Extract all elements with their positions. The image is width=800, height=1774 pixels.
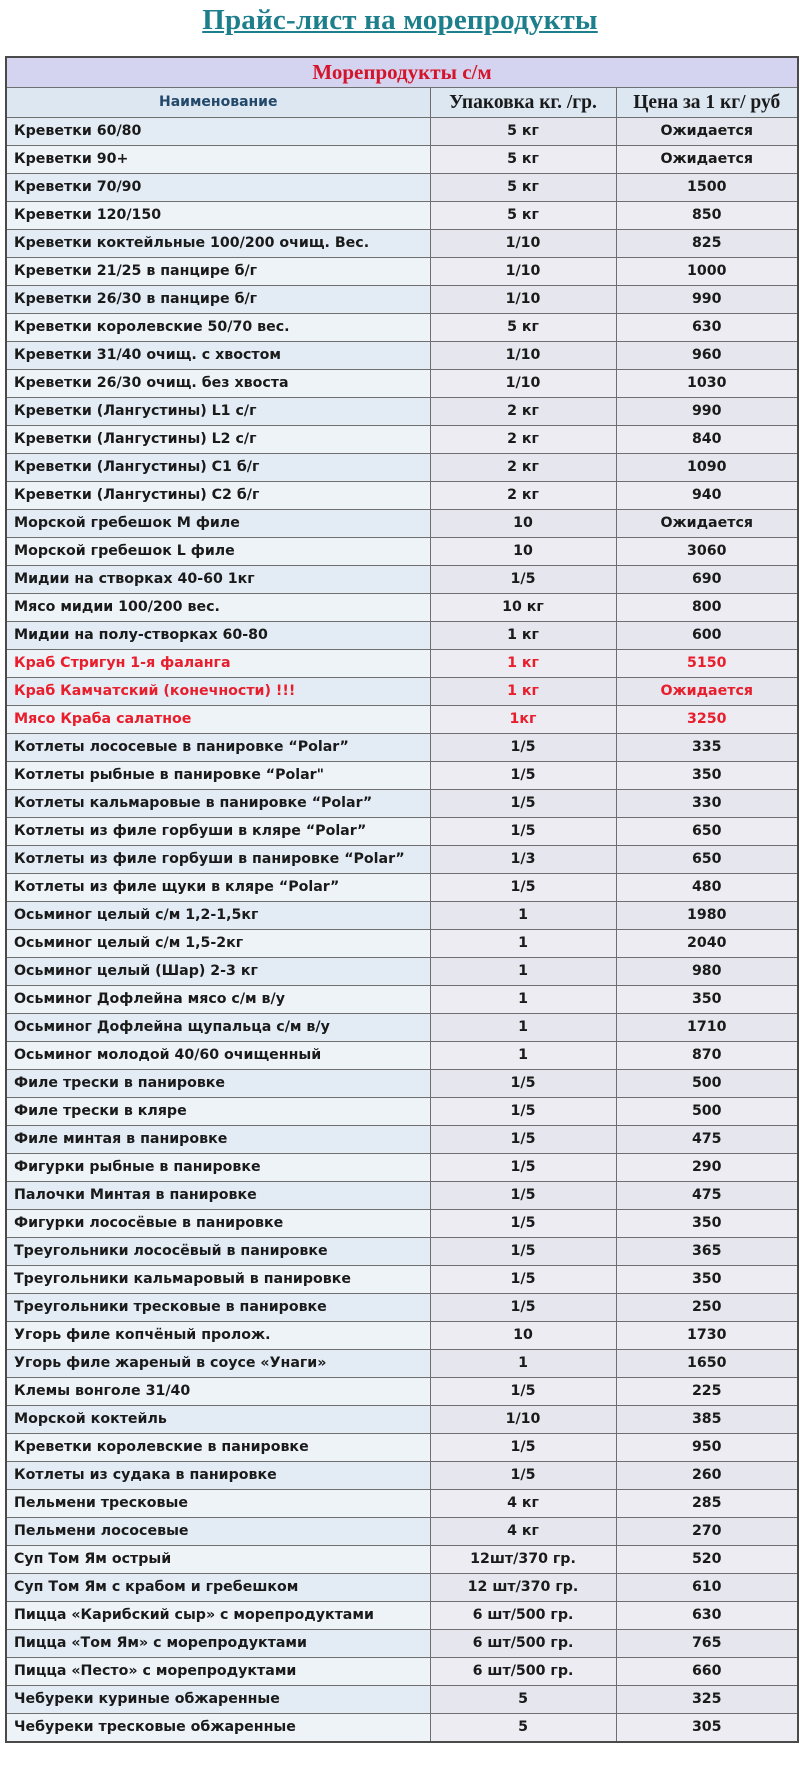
column-header-name: Наименование (6, 88, 430, 118)
price-cell: 650 (616, 818, 798, 846)
table-row (6, 650, 798, 678)
product-name-cell: Пицца «Песто» с морепродуктами (6, 1658, 430, 1686)
price-cell: 1030 (616, 370, 798, 398)
price-cell: 1730 (616, 1322, 798, 1350)
price-cell: 365 (616, 1238, 798, 1266)
price-cell: 660 (616, 1658, 798, 1686)
price-cell: 3250 (616, 706, 798, 734)
package-cell: 1/5 (430, 874, 616, 902)
price-cell: 350 (616, 1210, 798, 1238)
price-cell: 250 (616, 1294, 798, 1322)
table-row (6, 202, 798, 230)
package-cell: 1/10 (430, 286, 616, 314)
table-row (6, 1462, 798, 1490)
price-cell: 285 (616, 1490, 798, 1518)
package-cell: 1/5 (430, 1098, 616, 1126)
product-name-cell: Фигурки рыбные в панировке (6, 1154, 430, 1182)
product-name-cell: Чебуреки куриные обжаренные (6, 1686, 430, 1714)
package-cell: 5 кг (430, 118, 616, 146)
price-cell: 330 (616, 790, 798, 818)
price-cell: 940 (616, 482, 798, 510)
table-row (6, 1406, 798, 1434)
product-name-cell: Креветки 90+ (6, 146, 430, 174)
price-cell: 600 (616, 622, 798, 650)
price-cell: 1500 (616, 174, 798, 202)
table-row (6, 734, 798, 762)
package-cell: 1/5 (430, 762, 616, 790)
price-cell: 800 (616, 594, 798, 622)
table-row (6, 622, 798, 650)
package-cell: 1 (430, 902, 616, 930)
price-cell: 870 (616, 1042, 798, 1070)
table-row (6, 1322, 798, 1350)
table-row (6, 1518, 798, 1546)
price-cell: 1000 (616, 258, 798, 286)
table-row (6, 1182, 798, 1210)
price-cell: 980 (616, 958, 798, 986)
table-row (6, 1714, 798, 1743)
product-name-cell: Угорь филе жареный в соусе «Унаги» (6, 1350, 430, 1378)
price-cell: 1650 (616, 1350, 798, 1378)
product-name-cell: Чебуреки тресковые обжаренные (6, 1714, 430, 1743)
product-name-cell: Котлеты из судака в панировке (6, 1462, 430, 1490)
package-cell: 5 кг (430, 202, 616, 230)
product-name-cell: Котлеты лососевые в панировке “Polar” (6, 734, 430, 762)
product-name-cell: Креветки королевские 50/70 вес. (6, 314, 430, 342)
product-name-cell: Котлеты из филе горбуши в панировке “Polar” (6, 846, 430, 874)
table-row (6, 566, 798, 594)
table-row (6, 846, 798, 874)
price-table (5, 56, 799, 1743)
package-cell: 5 кг (430, 174, 616, 202)
table-row (6, 594, 798, 622)
price-cell: 610 (616, 1574, 798, 1602)
package-cell: 1/5 (430, 1126, 616, 1154)
price-cell: 480 (616, 874, 798, 902)
product-name-cell: Осьминог целый с/м 1,5-2кг (6, 930, 430, 958)
table-row (6, 1602, 798, 1630)
table-row (6, 314, 798, 342)
price-table-body (6, 118, 798, 1743)
package-cell: 1/10 (430, 342, 616, 370)
page-title: Прайс-лист на морепродукты (202, 4, 598, 36)
package-cell: 6 шт/500 гр. (430, 1602, 616, 1630)
price-cell: 5150 (616, 650, 798, 678)
package-cell: 2 кг (430, 426, 616, 454)
price-cell: 500 (616, 1098, 798, 1126)
package-cell: 1/5 (430, 1070, 616, 1098)
package-cell: 4 кг (430, 1518, 616, 1546)
product-name-cell: Морской гребешок L филе (6, 538, 430, 566)
package-cell: 1 (430, 1014, 616, 1042)
package-cell: 10 (430, 538, 616, 566)
column-header-pack: Упаковка кг. /гр. (430, 88, 616, 118)
product-name-cell: Пельмени тресковые (6, 1490, 430, 1518)
price-cell: 990 (616, 286, 798, 314)
package-cell: 1/5 (430, 1182, 616, 1210)
product-name-cell: Осьминог целый (Шар) 2-3 кг (6, 958, 430, 986)
price-cell: 270 (616, 1518, 798, 1546)
product-name-cell: Креветки коктейльные 100/200 очищ. Вес. (6, 230, 430, 258)
package-cell: 5 (430, 1714, 616, 1743)
package-cell: 10 (430, 1322, 616, 1350)
table-row (6, 1490, 798, 1518)
price-cell: 325 (616, 1686, 798, 1714)
price-cell: 290 (616, 1154, 798, 1182)
package-cell: 1/10 (430, 258, 616, 286)
table-row (6, 258, 798, 286)
package-cell: 1/3 (430, 846, 616, 874)
price-cell: 260 (616, 1462, 798, 1490)
product-name-cell: Креветки 26/30 очищ. без хвоста (6, 370, 430, 398)
price-cell: 350 (616, 1266, 798, 1294)
package-cell: 10 кг (430, 594, 616, 622)
product-name-cell: Осьминог Дофлейна щупальца с/м в/у (6, 1014, 430, 1042)
price-cell: 350 (616, 986, 798, 1014)
table-row (6, 454, 798, 482)
product-name-cell: Мидии на полу-створках 60-80 (6, 622, 430, 650)
price-cell: 1980 (616, 902, 798, 930)
table-row (6, 230, 798, 258)
package-cell: 1/5 (430, 1378, 616, 1406)
product-name-cell: Креветки (Лангустины) L1 с/г (6, 398, 430, 426)
price-cell: 225 (616, 1378, 798, 1406)
table-row (6, 1434, 798, 1462)
table-row (6, 1014, 798, 1042)
product-name-cell: Краб Камчатский (конечности) !!! (6, 678, 430, 706)
price-cell: 630 (616, 314, 798, 342)
price-cell: 475 (616, 1126, 798, 1154)
price-cell: 825 (616, 230, 798, 258)
package-cell: 1/5 (430, 566, 616, 594)
product-name-cell: Клемы вонголе 31/40 (6, 1378, 430, 1406)
product-name-cell: Осьминог молодой 40/60 очищенный (6, 1042, 430, 1070)
package-cell: 12 шт/370 гр. (430, 1574, 616, 1602)
product-name-cell: Котлеты из филе щуки в кляре “Polar” (6, 874, 430, 902)
product-name-cell: Мясо Краба салатное (6, 706, 430, 734)
table-row (6, 874, 798, 902)
table-row (6, 538, 798, 566)
package-cell: 1/10 (430, 230, 616, 258)
column-header-row (6, 88, 798, 118)
price-cell: Ожидается (616, 678, 798, 706)
table-row (6, 930, 798, 958)
price-cell: 960 (616, 342, 798, 370)
price-cell: 990 (616, 398, 798, 426)
package-cell: 1/5 (430, 1238, 616, 1266)
table-row (6, 1238, 798, 1266)
table-row (6, 286, 798, 314)
table-row (6, 1098, 798, 1126)
price-cell: 350 (616, 762, 798, 790)
price-table-container (5, 56, 797, 1743)
package-cell: 1/5 (430, 1210, 616, 1238)
price-cell: 385 (616, 1406, 798, 1434)
package-cell: 1/5 (430, 1266, 616, 1294)
package-cell: 1/5 (430, 818, 616, 846)
table-row (6, 1154, 798, 1182)
table-row (6, 678, 798, 706)
table-row (6, 1658, 798, 1686)
package-cell: 1/5 (430, 790, 616, 818)
product-name-cell: Креветки королевские в панировке (6, 1434, 430, 1462)
product-name-cell: Треугольники кальмаровый в панировке (6, 1266, 430, 1294)
package-cell: 1 кг (430, 622, 616, 650)
price-cell: 950 (616, 1434, 798, 1462)
table-row (6, 1070, 798, 1098)
section-header-row (6, 57, 798, 88)
product-name-cell: Филе трески в кляре (6, 1098, 430, 1126)
product-name-cell: Осьминог Дофлейна мясо с/м в/у (6, 986, 430, 1014)
table-row (6, 706, 798, 734)
product-name-cell: Креветки 70/90 (6, 174, 430, 202)
table-row (6, 510, 798, 538)
table-row (6, 1266, 798, 1294)
table-row (6, 790, 798, 818)
table-row (6, 398, 798, 426)
price-cell: 2040 (616, 930, 798, 958)
package-cell: 5 (430, 1686, 616, 1714)
price-cell: Ожидается (616, 118, 798, 146)
package-cell: 1 (430, 986, 616, 1014)
package-cell: 10 (430, 510, 616, 538)
product-name-cell: Пельмени лососевые (6, 1518, 430, 1546)
price-cell: 500 (616, 1070, 798, 1098)
table-row (6, 1042, 798, 1070)
product-name-cell: Пицца «Том Ям» с морепродуктами (6, 1630, 430, 1658)
product-name-cell: Суп Том Ям с крабом и гребешком (6, 1574, 430, 1602)
column-header-price: Цена за 1 кг/ руб (616, 88, 798, 118)
package-cell: 1/5 (430, 1154, 616, 1182)
price-cell: 850 (616, 202, 798, 230)
price-cell: 475 (616, 1182, 798, 1210)
table-row (6, 818, 798, 846)
price-cell: 3060 (616, 538, 798, 566)
package-cell: 1/5 (430, 734, 616, 762)
product-name-cell: Мясо мидии 100/200 вес. (6, 594, 430, 622)
price-cell: 1710 (616, 1014, 798, 1042)
section-title: Морепродукты с/м (6, 57, 798, 88)
table-row (6, 902, 798, 930)
price-cell: 650 (616, 846, 798, 874)
product-name-cell: Креветки 120/150 (6, 202, 430, 230)
table-row (6, 1630, 798, 1658)
package-cell: 12шт/370 гр. (430, 1546, 616, 1574)
product-name-cell: Креветки (Лангустины) С1 б/г (6, 454, 430, 482)
table-row (6, 1686, 798, 1714)
product-name-cell: Креветки 31/40 очищ. с хвостом (6, 342, 430, 370)
product-name-cell: Краб Стригун 1-я фаланга (6, 650, 430, 678)
product-name-cell: Осьминог целый с/м 1,2-1,5кг (6, 902, 430, 930)
table-row (6, 342, 798, 370)
price-cell: 335 (616, 734, 798, 762)
price-cell: 520 (616, 1546, 798, 1574)
price-cell: 630 (616, 1602, 798, 1630)
product-name-cell: Угорь филе копчёный пролож. (6, 1322, 430, 1350)
product-name-cell: Креветки (Лангустины) L2 с/г (6, 426, 430, 454)
product-name-cell: Котлеты кальмаровые в панировке “Polar” (6, 790, 430, 818)
product-name-cell: Суп Том Ям острый (6, 1546, 430, 1574)
table-row (6, 370, 798, 398)
product-name-cell: Фигурки лососёвые в панировке (6, 1210, 430, 1238)
package-cell: 5 кг (430, 146, 616, 174)
package-cell: 1 (430, 1350, 616, 1378)
package-cell: 1 кг (430, 678, 616, 706)
product-name-cell: Котлеты рыбные в панировке “Polar" (6, 762, 430, 790)
package-cell: 4 кг (430, 1490, 616, 1518)
table-row (6, 1350, 798, 1378)
table-row (6, 1546, 798, 1574)
table-row (6, 762, 798, 790)
product-name-cell: Палочки Минтая в панировке (6, 1182, 430, 1210)
package-cell: 1 (430, 1042, 616, 1070)
product-name-cell: Морской гребешок M филе (6, 510, 430, 538)
package-cell: 1 (430, 958, 616, 986)
package-cell: 1/10 (430, 370, 616, 398)
package-cell: 6 шт/500 гр. (430, 1630, 616, 1658)
product-name-cell: Креветки (Лангустины) С2 б/г (6, 482, 430, 510)
price-cell: Ожидается (616, 510, 798, 538)
package-cell: 1/5 (430, 1434, 616, 1462)
table-row (6, 958, 798, 986)
product-name-cell: Котлеты из филе горбуши в кляре “Polar” (6, 818, 430, 846)
table-row (6, 426, 798, 454)
product-name-cell: Креветки 60/80 (6, 118, 430, 146)
package-cell: 6 шт/500 гр. (430, 1658, 616, 1686)
package-cell: 2 кг (430, 454, 616, 482)
package-cell: 1/10 (430, 1406, 616, 1434)
product-name-cell: Филе трески в панировке (6, 1070, 430, 1098)
table-row (6, 118, 798, 146)
product-name-cell: Треугольники тресковые в панировке (6, 1294, 430, 1322)
package-cell: 1 кг (430, 650, 616, 678)
table-row (6, 174, 798, 202)
table-row (6, 986, 798, 1014)
price-cell: 305 (616, 1714, 798, 1743)
table-row (6, 1210, 798, 1238)
price-cell: 690 (616, 566, 798, 594)
price-cell: 840 (616, 426, 798, 454)
package-cell: 2 кг (430, 482, 616, 510)
product-name-cell: Креветки 26/30 в панцире б/г (6, 286, 430, 314)
price-cell: 765 (616, 1630, 798, 1658)
package-cell: 1/5 (430, 1294, 616, 1322)
price-cell: Ожидается (616, 146, 798, 174)
table-row (6, 482, 798, 510)
product-name-cell: Креветки 21/25 в панцире б/г (6, 258, 430, 286)
product-name-cell: Пицца «Карибский сыр» с морепродуктами (6, 1602, 430, 1630)
product-name-cell: Филе минтая в панировке (6, 1126, 430, 1154)
table-row (6, 1126, 798, 1154)
package-cell: 5 кг (430, 314, 616, 342)
table-row (6, 1378, 798, 1406)
price-cell: 1090 (616, 454, 798, 482)
package-cell: 1/5 (430, 1462, 616, 1490)
table-row (6, 1574, 798, 1602)
package-cell: 1 (430, 930, 616, 958)
package-cell: 1кг (430, 706, 616, 734)
package-cell: 2 кг (430, 398, 616, 426)
product-name-cell: Морской коктейль (6, 1406, 430, 1434)
product-name-cell: Треугольники лососёвый в панировке (6, 1238, 430, 1266)
table-row (6, 146, 798, 174)
product-name-cell: Мидии на створках 40-60 1кг (6, 566, 430, 594)
table-row (6, 1294, 798, 1322)
